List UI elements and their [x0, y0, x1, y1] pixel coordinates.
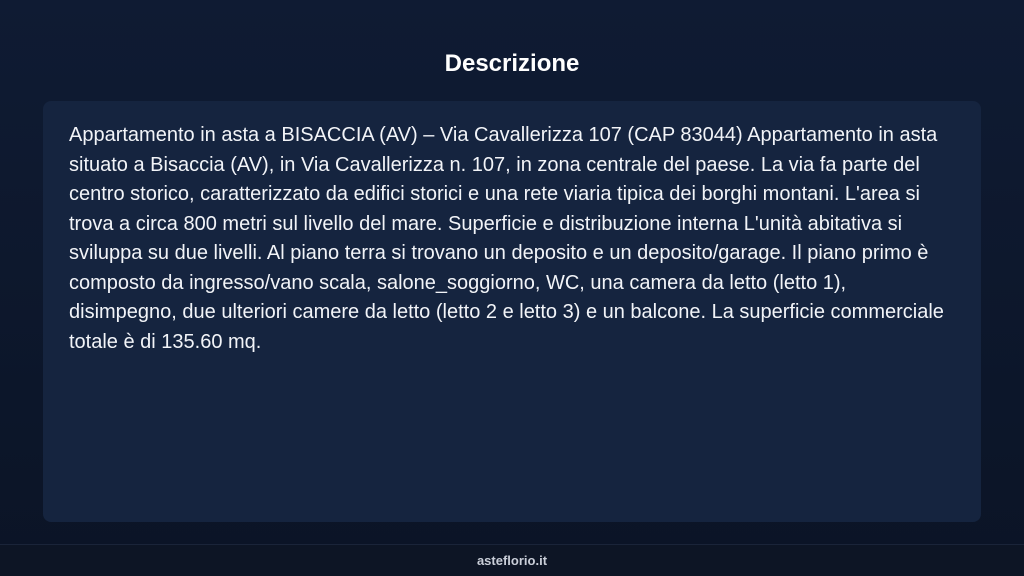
slide-title: Descrizione: [444, 50, 580, 77]
footer-bar: [0, 544, 1024, 576]
footer-site-label: asteflorio.it: [476, 553, 548, 568]
description-text: Appartamento in asta a BISACCIA (AV) – Via Cavallerizza 107 (CAP 83044) Appartamento in asta situato a Bisaccia (AV), in Via Cavallerizza n. 107, in zona centrale del paese. La via fa parte del centro storico, caratterizzato da edifici storici e una rete viaria tipica dei borghi montani. L'area si trova a circa 800 metri sul livello del mare. Superficie e distribuzione interna L'unità abitativa si sviluppa su due livelli. Al piano terra si trovano un deposito e un deposito/garage. Il piano primo è composto da ingresso/vano scala, salone_soggiorno, WC, una camera da letto (letto 1), disimpegno, due ulteriori camere da letto (letto 2 e letto 3) e un balcone. La superficie commerciale totale è di 135.60 mq.: [69, 124, 944, 353]
description-panel: [43, 101, 981, 522]
